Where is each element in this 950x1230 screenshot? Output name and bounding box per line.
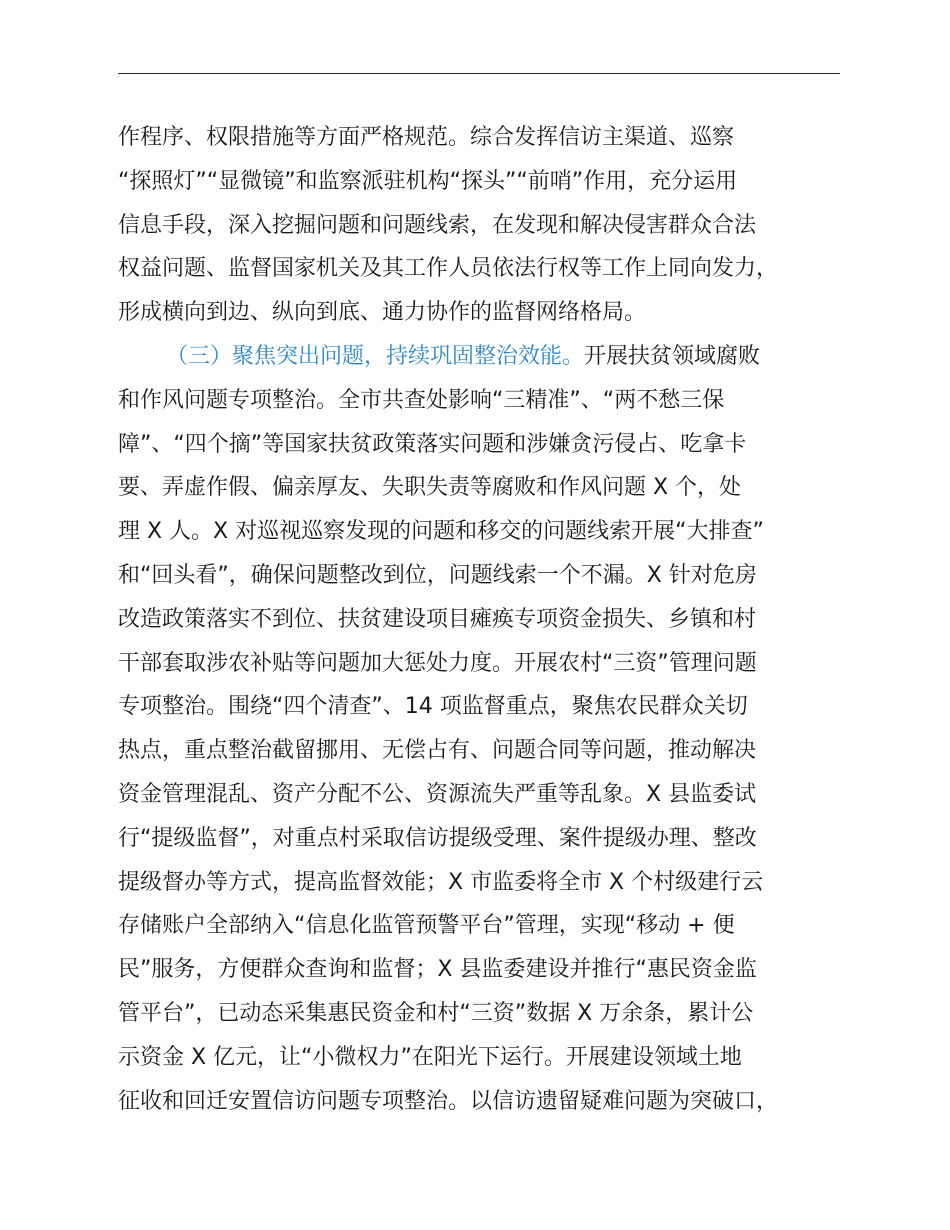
text-line: 和作风问题专项整治。全市共查处影响“三精准”、“两不愁三保 bbox=[118, 387, 725, 413]
section-lead-text: 开展扶贫领域腐败 bbox=[584, 343, 761, 369]
text-line: 理 X 人。X 对巡视巡察发现的问题和移交的问题线索开展“大排查” bbox=[118, 519, 764, 545]
text-line: “探照灯”“显微镜”和监察派驻机构“探头”“前哨”作用，充分运用 bbox=[118, 168, 738, 194]
text-line: 权益问题、监督国家机关及其工作人员依法行权等工作上同向发力， bbox=[118, 256, 779, 282]
text-line: 存储账户全部纳入“信息化监管预警平台”管理，实现“移动 + 便 bbox=[118, 913, 735, 939]
text-line: 民”服务，方便群众查询和监督；X 县监委建设并推行“惠民资金监 bbox=[118, 957, 757, 983]
text-line: 示资金 X 亿元，让“小微权力”在阳光下运行。开展建设领域土地 bbox=[118, 1044, 742, 1070]
body-text bbox=[118, 116, 844, 1123]
text-line: 热点，重点整治截留挪用、无偿占有、问题合同等问题，推动解决 bbox=[118, 738, 757, 764]
text-line: 和“回头看”，确保问题整改到位，问题线索一个不漏。X 针对危房 bbox=[118, 562, 757, 588]
section-line bbox=[118, 335, 844, 379]
text-line: 信息手段，深入挖掘问题和问题线索，在发现和解决侵害群众合法 bbox=[118, 212, 757, 238]
text-line: 提级督办等方式，提高监督效能；X 市监委将全市 X 个村级建行云 bbox=[118, 869, 764, 895]
text-line: 管平台”，已动态采集惠民资金和村“三资”数据 X 万余条，累计公 bbox=[118, 1000, 754, 1026]
text-line: 作程序、权限措施等方面严格规范。综合发挥信访主渠道、巡察 bbox=[118, 125, 735, 150]
text-line: 改造政策落实不到位、扶贫建设项目瘫痪专项资金损失、乡镇和村 bbox=[118, 606, 757, 632]
text-line: 形成横向到边、纵向到底、通力协作的监督网络格局。 bbox=[118, 300, 647, 326]
text-line: 专项整治。围绕“四个清查”、14 项监督重点，聚焦农民群众关切 bbox=[118, 694, 748, 720]
text-line: 干部套取涉农补贴等问题加大惩处力度。开展农村“三资”管理问题 bbox=[118, 650, 757, 676]
header-rule bbox=[118, 73, 840, 74]
text-line: 要、弄虚作假、偏亲厚友、失职失责等腐败和作风问题 X 个，处 bbox=[118, 475, 742, 501]
text-line: 障”、“四个摘”等国家扶贫政策落实问题和涉嫌贪污侵占、吃拿卡 bbox=[118, 431, 747, 457]
text-line: 行“提级监督”，对重点村采取信访提级受理、案件提级办理、整改 bbox=[118, 825, 757, 851]
section-heading: （三）聚焦突出问题，持续巩固整治效能。 bbox=[166, 343, 585, 369]
text-line: 征收和回迁安置信访问题专项整治。以信访遗留疑难问题为突破口， bbox=[118, 1088, 779, 1114]
text-line: 资金管理混乱、资产分配不公、资源流失严重等乱象。X 县监委试 bbox=[118, 781, 757, 807]
